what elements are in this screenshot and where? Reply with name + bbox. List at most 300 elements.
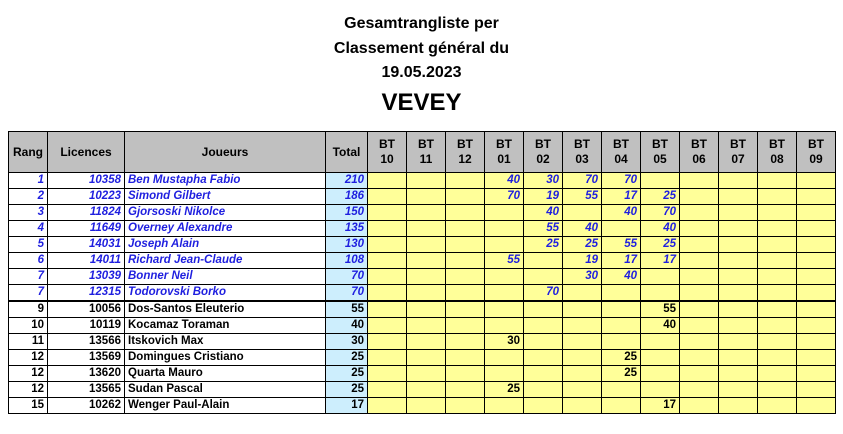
header-bt-01: [485, 132, 524, 173]
table-row: [9, 285, 836, 302]
score-cell: [797, 285, 836, 302]
licence-cell: 10358: [48, 173, 125, 189]
ranking-table: [8, 131, 836, 414]
table-row: [9, 205, 836, 221]
score-cell: [524, 350, 563, 366]
score-cell: [485, 301, 524, 318]
rank-cell: 12: [9, 382, 48, 398]
total-cell: 210: [326, 173, 368, 189]
table-row: [9, 382, 836, 398]
score-cell: [719, 350, 758, 366]
rank-cell: 11: [9, 334, 48, 350]
score-cell: [368, 382, 407, 398]
score-cell: [407, 301, 446, 318]
score-cell: [602, 301, 641, 318]
total-cell: 17: [326, 398, 368, 414]
score-cell: [485, 285, 524, 302]
total-cell: 70: [326, 285, 368, 302]
table-row: [9, 221, 836, 237]
score-cell: [680, 350, 719, 366]
score-cell: [719, 237, 758, 253]
score-cell: [719, 189, 758, 205]
score-cell: [719, 269, 758, 285]
total-cell: 108: [326, 253, 368, 269]
score-cell: [446, 350, 485, 366]
header-bt-label: BT: [808, 137, 824, 151]
licence-cell: 10223: [48, 189, 125, 205]
score-cell: [485, 221, 524, 237]
header-joueurs: Joueurs: [125, 132, 326, 173]
score-cell: [407, 189, 446, 205]
score-cell: [368, 350, 407, 366]
rank-cell: 7: [9, 269, 48, 285]
licence-cell: 13566: [48, 334, 125, 350]
score-cell: [446, 237, 485, 253]
player-name-cell: Bonner Neil: [125, 269, 326, 285]
header-bt-number: 09: [809, 152, 823, 166]
header-bt-number: 04: [614, 152, 628, 166]
table-row: [9, 301, 836, 318]
total-cell: 25: [326, 366, 368, 382]
score-cell: [485, 237, 524, 253]
score-cell: [368, 221, 407, 237]
total-cell: 25: [326, 350, 368, 366]
player-name-cell: Todorovski Borko: [125, 285, 326, 302]
header-bt-number: 06: [692, 152, 706, 166]
score-cell: [446, 285, 485, 302]
score-cell: [758, 189, 797, 205]
player-name-cell: Sudan Pascal: [125, 382, 326, 398]
header-bt-09: [797, 132, 836, 173]
header-bt-12: [446, 132, 485, 173]
score-cell: [719, 285, 758, 302]
score-cell: [368, 269, 407, 285]
score-cell: [368, 237, 407, 253]
total-cell: 135: [326, 221, 368, 237]
score-cell: [368, 301, 407, 318]
title-place: VEVEY: [381, 89, 462, 116]
player-name-cell: Ben Mustapha Fabio: [125, 173, 326, 189]
score-cell: [446, 173, 485, 189]
score-cell: 55: [641, 301, 680, 318]
score-cell: 40: [602, 205, 641, 221]
score-cell: [719, 366, 758, 382]
table-header-row: [9, 132, 836, 173]
table-row: [9, 398, 836, 414]
score-cell: [524, 382, 563, 398]
score-cell: [563, 366, 602, 382]
score-cell: [524, 269, 563, 285]
header-bt-number: 12: [458, 152, 472, 166]
score-cell: 25: [602, 350, 641, 366]
score-cell: [641, 350, 680, 366]
header-bt-label: BT: [535, 137, 551, 151]
score-cell: [641, 285, 680, 302]
header-bt-number: 10: [380, 152, 394, 166]
score-cell: [407, 350, 446, 366]
player-name-cell: Richard Jean-Claude: [125, 253, 326, 269]
score-cell: [758, 173, 797, 189]
header-bt-label: BT: [418, 137, 434, 151]
score-cell: [641, 334, 680, 350]
score-cell: [446, 382, 485, 398]
score-cell: 70: [602, 173, 641, 189]
score-cell: 25: [641, 237, 680, 253]
score-cell: [758, 301, 797, 318]
score-cell: 25: [485, 382, 524, 398]
table-row: [9, 318, 836, 334]
licence-cell: 10262: [48, 398, 125, 414]
score-cell: 55: [602, 237, 641, 253]
score-cell: 40: [563, 221, 602, 237]
score-cell: 70: [524, 285, 563, 302]
score-cell: [758, 366, 797, 382]
rank-cell: 4: [9, 221, 48, 237]
header-bt-number: 07: [731, 152, 745, 166]
score-cell: [446, 269, 485, 285]
score-cell: [758, 318, 797, 334]
score-cell: [797, 318, 836, 334]
table-body: [9, 173, 836, 414]
header-bt-number: 03: [575, 152, 589, 166]
total-cell: 30: [326, 334, 368, 350]
score-cell: [563, 382, 602, 398]
score-cell: [368, 285, 407, 302]
score-cell: [758, 285, 797, 302]
score-cell: 40: [524, 205, 563, 221]
player-name-cell: Domingues Cristiano: [125, 350, 326, 366]
licence-cell: 13565: [48, 382, 125, 398]
player-name-cell: Wenger Paul-Alain: [125, 398, 326, 414]
score-cell: [407, 366, 446, 382]
score-cell: [485, 398, 524, 414]
score-cell: [524, 301, 563, 318]
score-cell: 40: [641, 318, 680, 334]
table-row: [9, 269, 836, 285]
table-row: [9, 253, 836, 269]
score-cell: [602, 221, 641, 237]
score-cell: [446, 398, 485, 414]
header-bt-label: BT: [379, 137, 395, 151]
player-name-cell: Dos-Santos Eleuterio: [125, 301, 326, 318]
score-cell: [407, 205, 446, 221]
score-cell: [368, 253, 407, 269]
title-line-1: Gesamtrangliste per: [344, 15, 499, 32]
score-cell: 17: [641, 398, 680, 414]
score-cell: [407, 253, 446, 269]
score-cell: [407, 237, 446, 253]
score-cell: [446, 318, 485, 334]
score-cell: [680, 301, 719, 318]
table-row: [9, 334, 836, 350]
table-row: [9, 350, 836, 366]
rank-cell: 3: [9, 205, 48, 221]
header-bt-label: BT: [496, 137, 512, 151]
score-cell: [446, 205, 485, 221]
score-cell: [368, 173, 407, 189]
header-bt-10: [368, 132, 407, 173]
score-cell: [680, 237, 719, 253]
score-cell: [758, 237, 797, 253]
licence-cell: 11824: [48, 205, 125, 221]
score-cell: [446, 366, 485, 382]
score-cell: [758, 350, 797, 366]
score-cell: [797, 366, 836, 382]
header-bt-06: [680, 132, 719, 173]
score-cell: [602, 318, 641, 334]
rank-cell: 9: [9, 301, 48, 318]
score-cell: 17: [602, 253, 641, 269]
score-cell: [680, 382, 719, 398]
score-cell: [797, 350, 836, 366]
licence-cell: 11649: [48, 221, 125, 237]
score-cell: [485, 366, 524, 382]
player-name-cell: Kocamaz Toraman: [125, 318, 326, 334]
licence-cell: 10119: [48, 318, 125, 334]
score-cell: [524, 253, 563, 269]
header-bt-number: 08: [770, 152, 784, 166]
score-cell: [446, 301, 485, 318]
score-cell: [680, 366, 719, 382]
licence-cell: 14011: [48, 253, 125, 269]
score-cell: [719, 318, 758, 334]
rank-cell: 15: [9, 398, 48, 414]
player-name-cell: Overney Alexandre: [125, 221, 326, 237]
score-cell: [641, 173, 680, 189]
score-cell: 25: [524, 237, 563, 253]
title-line-2: Classement général du: [333, 40, 510, 57]
score-cell: [485, 269, 524, 285]
score-cell: [719, 253, 758, 269]
score-cell: [563, 285, 602, 302]
table-row: [9, 237, 836, 253]
score-cell: [407, 398, 446, 414]
score-cell: [797, 398, 836, 414]
score-cell: [446, 221, 485, 237]
score-cell: [680, 253, 719, 269]
score-cell: [524, 334, 563, 350]
score-cell: 25: [641, 189, 680, 205]
rank-cell: 12: [9, 350, 48, 366]
score-cell: [680, 221, 719, 237]
score-cell: [641, 366, 680, 382]
licence-cell: 14031: [48, 237, 125, 253]
player-name-cell: Quarta Mauro: [125, 366, 326, 382]
header-bt-11: [407, 132, 446, 173]
score-cell: [407, 221, 446, 237]
table-row: [9, 189, 836, 205]
score-cell: 25: [602, 366, 641, 382]
header-bt-label: BT: [769, 137, 785, 151]
score-cell: [797, 189, 836, 205]
score-cell: [719, 382, 758, 398]
score-cell: [368, 334, 407, 350]
score-cell: 55: [485, 253, 524, 269]
rank-cell: 2: [9, 189, 48, 205]
score-cell: 70: [563, 173, 602, 189]
score-cell: 30: [563, 269, 602, 285]
score-cell: [563, 301, 602, 318]
score-cell: [524, 366, 563, 382]
table-row: [9, 366, 836, 382]
score-cell: [797, 382, 836, 398]
score-cell: [797, 221, 836, 237]
score-cell: [602, 398, 641, 414]
licence-cell: 10056: [48, 301, 125, 318]
total-cell: 150: [326, 205, 368, 221]
header-bt-number: 02: [536, 152, 550, 166]
score-cell: [524, 398, 563, 414]
score-cell: [485, 318, 524, 334]
header-bt-number: 05: [653, 152, 667, 166]
score-cell: [797, 301, 836, 318]
header-bt-number: 11: [419, 152, 433, 166]
score-cell: 40: [641, 221, 680, 237]
score-cell: [797, 205, 836, 221]
score-cell: [758, 382, 797, 398]
score-cell: [563, 318, 602, 334]
rank-cell: 5: [9, 237, 48, 253]
score-cell: 25: [563, 237, 602, 253]
score-cell: [758, 253, 797, 269]
score-cell: [680, 398, 719, 414]
licence-cell: 13039: [48, 269, 125, 285]
score-cell: [758, 269, 797, 285]
total-cell: 25: [326, 382, 368, 398]
header-bt-label: BT: [730, 137, 746, 151]
score-cell: 17: [641, 253, 680, 269]
licence-cell: 13569: [48, 350, 125, 366]
header-bt-05: [641, 132, 680, 173]
total-cell: 130: [326, 237, 368, 253]
header-bt-label: BT: [457, 137, 473, 151]
score-cell: 40: [485, 173, 524, 189]
score-cell: [719, 205, 758, 221]
score-cell: [719, 301, 758, 318]
score-cell: 70: [641, 205, 680, 221]
score-cell: [719, 173, 758, 189]
score-cell: 55: [563, 189, 602, 205]
score-cell: [446, 189, 485, 205]
score-cell: [602, 382, 641, 398]
header-bt-label: BT: [574, 137, 590, 151]
score-cell: 19: [524, 189, 563, 205]
rank-cell: 10: [9, 318, 48, 334]
score-cell: [680, 285, 719, 302]
licence-cell: 13620: [48, 366, 125, 382]
score-cell: [446, 334, 485, 350]
score-cell: [563, 398, 602, 414]
player-name-cell: Itskovich Max: [125, 334, 326, 350]
score-cell: [368, 366, 407, 382]
score-cell: [368, 189, 407, 205]
header-bt-label: BT: [652, 137, 668, 151]
score-cell: [719, 221, 758, 237]
score-cell: [797, 269, 836, 285]
rank-cell: 7: [9, 285, 48, 302]
score-cell: 19: [563, 253, 602, 269]
score-cell: [680, 318, 719, 334]
score-cell: [407, 318, 446, 334]
player-name-cell: Joseph Alain: [125, 237, 326, 253]
score-cell: [680, 334, 719, 350]
score-cell: [563, 334, 602, 350]
score-cell: [797, 253, 836, 269]
score-cell: [680, 173, 719, 189]
total-cell: 40: [326, 318, 368, 334]
table-row: [9, 173, 836, 189]
rank-cell: 1: [9, 173, 48, 189]
score-cell: [602, 285, 641, 302]
header-bt-02: [524, 132, 563, 173]
header-bt-03: [563, 132, 602, 173]
score-cell: [797, 334, 836, 350]
score-cell: [368, 398, 407, 414]
score-cell: [563, 350, 602, 366]
score-cell: [758, 398, 797, 414]
score-cell: [368, 318, 407, 334]
score-cell: [719, 398, 758, 414]
header-bt-label: BT: [691, 137, 707, 151]
score-cell: [407, 285, 446, 302]
score-cell: [641, 382, 680, 398]
title-date: 19.05.2023: [381, 64, 462, 81]
score-cell: [524, 318, 563, 334]
score-cell: 17: [602, 189, 641, 205]
header-bt-07: [719, 132, 758, 173]
score-cell: [485, 205, 524, 221]
score-cell: [797, 173, 836, 189]
score-cell: [680, 269, 719, 285]
score-cell: [680, 189, 719, 205]
total-cell: 55: [326, 301, 368, 318]
score-cell: 30: [485, 334, 524, 350]
header-rang: Rang: [9, 132, 48, 173]
score-cell: [758, 205, 797, 221]
score-cell: 30: [524, 173, 563, 189]
score-cell: [641, 269, 680, 285]
score-cell: [407, 382, 446, 398]
score-cell: [719, 334, 758, 350]
header-bt-number: 01: [497, 152, 511, 166]
score-cell: [407, 334, 446, 350]
score-cell: 70: [485, 189, 524, 205]
score-cell: [602, 334, 641, 350]
licence-cell: 12315: [48, 285, 125, 302]
header-total: Total: [326, 132, 368, 173]
score-cell: [485, 350, 524, 366]
score-cell: [407, 269, 446, 285]
player-name-cell: Gjorsoski Nikolce: [125, 205, 326, 221]
total-cell: 70: [326, 269, 368, 285]
score-cell: [680, 205, 719, 221]
player-name-cell: Simond Gilbert: [125, 189, 326, 205]
score-cell: [758, 334, 797, 350]
total-cell: 186: [326, 189, 368, 205]
score-cell: 40: [602, 269, 641, 285]
header-licences: Licences: [48, 132, 125, 173]
score-cell: [758, 221, 797, 237]
score-cell: [368, 205, 407, 221]
score-cell: 55: [524, 221, 563, 237]
score-cell: [446, 253, 485, 269]
score-cell: [563, 205, 602, 221]
header-bt-08: [758, 132, 797, 173]
header-bt-04: [602, 132, 641, 173]
score-cell: [797, 237, 836, 253]
header-bt-label: BT: [613, 137, 629, 151]
score-cell: [407, 173, 446, 189]
